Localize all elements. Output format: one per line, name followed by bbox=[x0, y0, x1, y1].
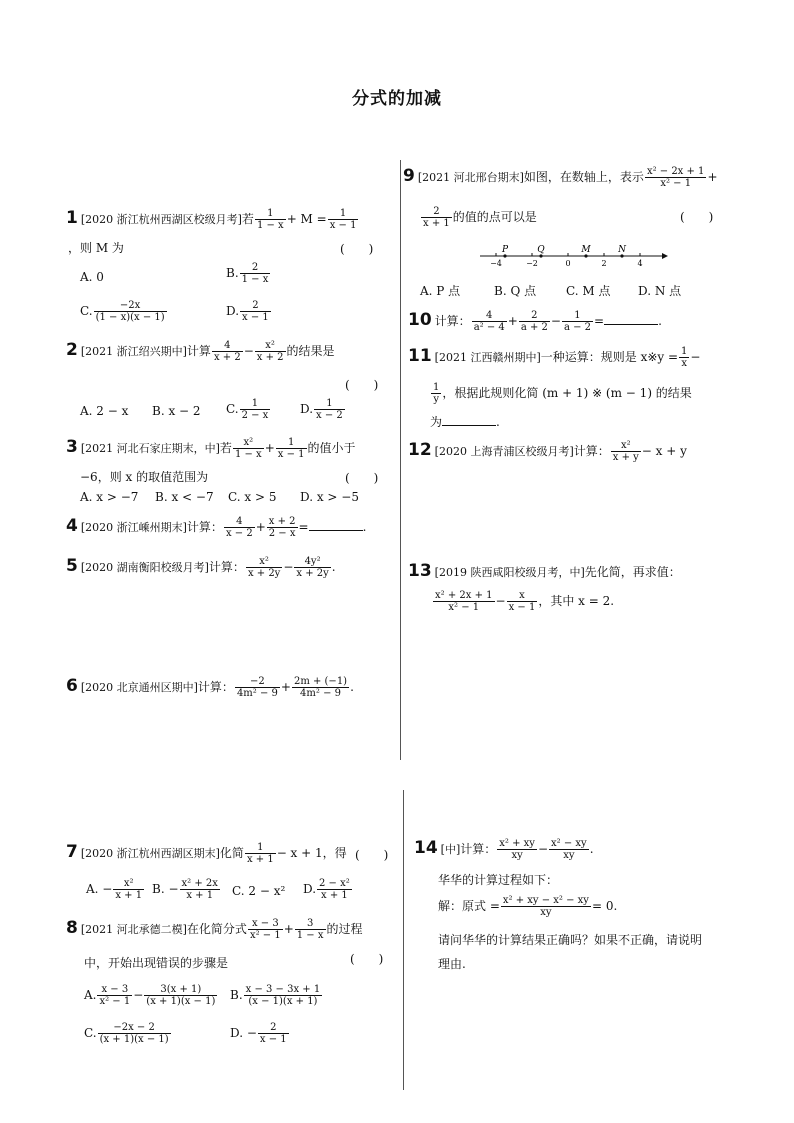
fraction: $\frac{1}{x - 1}$ bbox=[329, 208, 357, 231]
tick-label: −4 bbox=[490, 259, 502, 268]
answer-blank bbox=[604, 314, 658, 325]
option-d: D. − $\frac{2}{x - 1}$ bbox=[230, 1022, 287, 1045]
question-14-line3: 解：原式 = $\frac{\text{x² + xy − x² − xy}}{xy}$ = 0. bbox=[438, 895, 618, 918]
point-label: P bbox=[501, 245, 509, 255]
question-1: 1 [2020 浙江杭州西湖区校级月考]若 $\frac{1}{1 - x}$ + M = $\frac{1}{x - 1}$ bbox=[66, 208, 357, 231]
number-line bbox=[470, 238, 670, 272]
option-d: D. $\frac{1}{x - 2}$ bbox=[300, 398, 343, 421]
column-divider-bottom bbox=[403, 790, 404, 1090]
arrow-icon bbox=[662, 253, 668, 259]
answer-blank bbox=[309, 520, 363, 531]
question-10: 10 计算： $\frac{4}{\text{a² − 4}}$ + $\frac{2}{a + 2}$ − $\frac{1}{a - 2}$ = . bbox=[408, 310, 662, 333]
option-a: A. x > −7 bbox=[80, 490, 139, 504]
option-d: D. x > −5 bbox=[300, 490, 359, 504]
option-a: A. P 点 bbox=[420, 284, 461, 298]
point-label: M bbox=[581, 245, 591, 255]
answer-bracket: ( ) bbox=[680, 210, 714, 224]
option-a: A. 0 bbox=[80, 270, 104, 284]
option-b: B. $\frac{2}{1 - x}$ bbox=[226, 262, 269, 285]
question-6: 6 [2020 北京通州区期中]计算： $\frac{-2}{\text{4m² − 9}}$ + $\frac{2m + (-1)}{\text{4m² − 9}}$ . bbox=[66, 676, 354, 699]
question-5: 5 [2020 湖南衡阳校级月考]计算： $\frac{\text{x²}}{x + 2y}$ − $\frac{\text{4y²}}{x + 2y}$ . bbox=[66, 556, 336, 579]
point-label: Q bbox=[537, 245, 545, 255]
option-c: C. M 点 bbox=[566, 284, 611, 298]
question-12: 12 [2020 上海青浦区校级月考]计算： $\frac{\text{x²}}{x + y}$ − x + y bbox=[408, 440, 687, 463]
question-13: 13 [2019 陕西咸阳校级月考，中]先化简，再求值： bbox=[408, 561, 681, 581]
option-b: B. $\frac{x - 3 - 3x + 1}{(x - 1)(x + 1)}$ bbox=[230, 984, 321, 1007]
question-14-line5: 理由. bbox=[438, 957, 466, 971]
answer-bracket: ( ) bbox=[340, 242, 374, 256]
question-11-line2: $\frac{1}{y}$ ，根据此规则化简 (m + 1) ※ (m − 1) 的结果 bbox=[433, 382, 692, 405]
question-9: 9 [2021 河北邢台期末]如图，在数轴上，表示 $\frac{\text{x² − 2x + 1}}{\text{x² − 1}}$ + bbox=[403, 166, 718, 189]
option-d: D. $\frac{\text{2 − x²}}{x + 1}$ bbox=[303, 878, 350, 901]
option-c: C. 2 − x² bbox=[232, 884, 286, 898]
number-line-ticks bbox=[490, 253, 642, 268]
question-8-line2: 中，开始出现错误的步骤是 bbox=[84, 956, 229, 970]
tick-label: −2 bbox=[526, 259, 538, 268]
column-divider-top bbox=[400, 160, 401, 760]
question-11-line3: 为 . bbox=[430, 415, 500, 429]
question-14-line2: 华华的计算过程如下： bbox=[438, 873, 559, 887]
question-3-line2: −6，则 x 的取值范围为 bbox=[80, 470, 209, 484]
question-14: 14 [中]计算： $\frac{\text{x² + xy}}{xy}$ − $\frac{\text{x² − xy}}{xy}$ . bbox=[414, 838, 594, 861]
tick-label: 4 bbox=[637, 259, 643, 268]
question-2: 2 [2021 浙江绍兴期中]计算 $\frac{4}{x + 2}$ − $\frac{\text{x²}}{x + 2}$ 的结果是 bbox=[66, 340, 335, 363]
question-1-line2: ，则 M 为 bbox=[68, 241, 124, 255]
option-d: D. N 点 bbox=[638, 284, 682, 298]
answer-blank bbox=[442, 415, 496, 426]
question-14-line4: 请问华华的计算结果正确吗？如果不正确，请说明 bbox=[438, 933, 703, 947]
option-c: C. $\frac{-2x - 2}{(x + 1)(x - 1)}$ bbox=[84, 1022, 169, 1045]
answer-bracket: ( ) bbox=[350, 952, 384, 966]
tick-label: 2 bbox=[601, 259, 607, 268]
option-d: D. $\frac{2}{x - 1}$ bbox=[226, 300, 269, 323]
answer-bracket: ( ) bbox=[355, 848, 389, 862]
option-a: A. − $\frac{\text{x²}}{x + 1}$ bbox=[86, 878, 143, 901]
question-13-line2: $\frac{\text{x² + 2x + 1}}{\text{x² − 1}}$ − $\frac{x}{x - 1}$ ，其中 x = 2. bbox=[435, 590, 615, 613]
option-b: B. x < −7 bbox=[155, 490, 214, 504]
question-3: 3 [2021 河北石家庄期末，中]若 $\frac{\text{x²}}{1 - x}$ + $\frac{1}{x - 1}$ 的值小于 bbox=[66, 437, 356, 460]
option-c: C. $\frac{-2x}{(1 - x)(x - 1)}$ bbox=[80, 300, 165, 323]
fraction: $\frac{1}{1 - x}$ bbox=[256, 208, 284, 231]
option-a: A. 2 − x bbox=[80, 404, 129, 418]
question-11: 11 [2021 江西赣州期中]一种运算：规则是 x※y = $\frac{1}{x}$ − bbox=[408, 346, 701, 369]
option-c: C. x > 5 bbox=[228, 490, 277, 504]
question-8: 8 [2021 河北承德二模]在化简分式 $\frac{x - 3}{\text{x² − 1}}$ + $\frac{3}{1 - x}$ 的过程 bbox=[66, 918, 363, 941]
option-c: C. $\frac{1}{2 - x}$ bbox=[226, 398, 269, 421]
option-b: B. − $\frac{\text{x² + 2x}}{x + 1}$ bbox=[152, 878, 218, 901]
answer-bracket: ( ) bbox=[345, 378, 379, 392]
question-7: 7 [2020 浙江杭州西湖区期末]化简 $\frac{1}{x + 1}$ − x + 1，得 bbox=[66, 842, 347, 865]
page-title: 分式的加减 bbox=[352, 89, 442, 109]
point-label: N bbox=[618, 245, 626, 255]
option-a: A. $\frac{x - 3}{\text{x² − 1}}$ − $\frac{3(x + 1)}{(x + 1)(x - 1)}$ bbox=[84, 984, 216, 1007]
question-4: 4 [2020 浙江嵊州期末]计算： $\frac{4}{x - 2}$ + $\frac{x + 2}{2 - x}$ = . bbox=[66, 516, 367, 539]
tick-label: 0 bbox=[565, 259, 571, 268]
answer-bracket: ( ) bbox=[345, 471, 379, 485]
option-b: B. x − 2 bbox=[152, 404, 201, 418]
question-9-line2: $\frac{2}{x + 1}$ 的值的点可以是 bbox=[423, 206, 537, 229]
option-b: B. Q 点 bbox=[494, 284, 537, 298]
